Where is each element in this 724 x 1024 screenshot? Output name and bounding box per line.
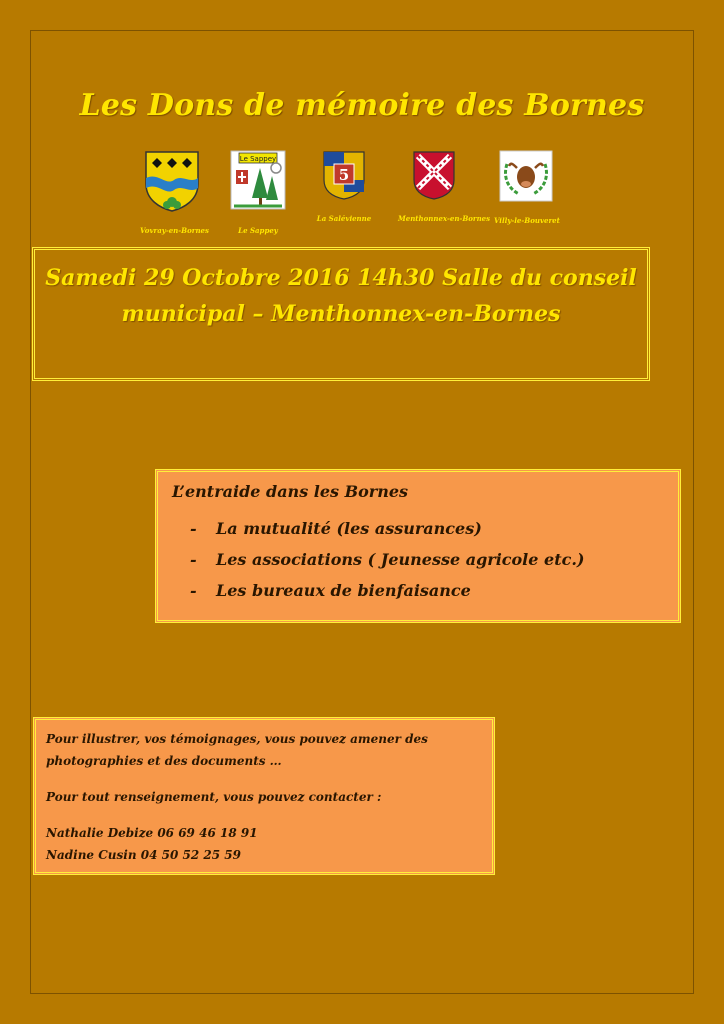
svg-text:5: 5 xyxy=(338,166,350,184)
event-line-2: municipal – Menthonnex-en-Bornes xyxy=(121,301,561,327)
logo-caption: Menthonnex-en-Bornes xyxy=(398,214,491,223)
list-item: - Les bureaux de bienfaisance xyxy=(190,581,471,600)
contact-person-1: Nathalie Debize 06 69 46 18 91 xyxy=(46,826,258,840)
vovray-crest-icon xyxy=(144,150,200,212)
event-line-1: Samedi 29 Octobre 2016 14h30 Salle du conseil xyxy=(45,265,637,291)
le-sappey-crest-icon xyxy=(230,150,286,212)
logo-row xyxy=(0,150,724,240)
topics-box xyxy=(155,469,681,623)
logo-le-sappey xyxy=(226,150,290,235)
event-details xyxy=(43,260,639,332)
illustrate-line-1: Pour illustrer, vos témoignages, vous pouvez amener des xyxy=(46,732,428,746)
topics-heading: L’entraide dans les Bornes xyxy=(172,482,409,501)
menthonnex-crest-icon xyxy=(412,150,456,200)
logo-villy xyxy=(494,150,558,225)
logo-vovray xyxy=(140,150,209,235)
list-item: - Les associations ( Jeunesse agricole etc.) xyxy=(190,550,585,569)
logo-caption: Le Sappey xyxy=(238,226,278,235)
contact-info: Pour tout renseignement, vous pouvez contacter : xyxy=(46,790,382,804)
contact-person-2: Nadine Cusin 04 50 52 25 59 xyxy=(46,848,241,862)
contact-box xyxy=(33,717,495,875)
villy-crest-icon xyxy=(499,150,553,202)
logo-la-salevienne xyxy=(312,150,376,223)
logo-menthonnex xyxy=(398,150,491,223)
list-item: - La mutualité (les assurances) xyxy=(190,519,482,538)
page-title: Les Dons de mémoire des Bornes xyxy=(79,88,645,123)
logo-caption: La Salévienne xyxy=(316,214,372,223)
topics-list xyxy=(172,513,664,606)
event-box xyxy=(32,247,650,381)
logo-caption: Vovray-en-Bornes xyxy=(140,226,209,235)
illustrate-line-2: photographies et des documents … xyxy=(46,754,282,768)
le-sappey-badge: Le Sappey xyxy=(239,155,277,163)
logo-caption: Villy-le-Bouveret xyxy=(494,216,560,225)
la-salevienne-crest-icon xyxy=(322,150,366,200)
